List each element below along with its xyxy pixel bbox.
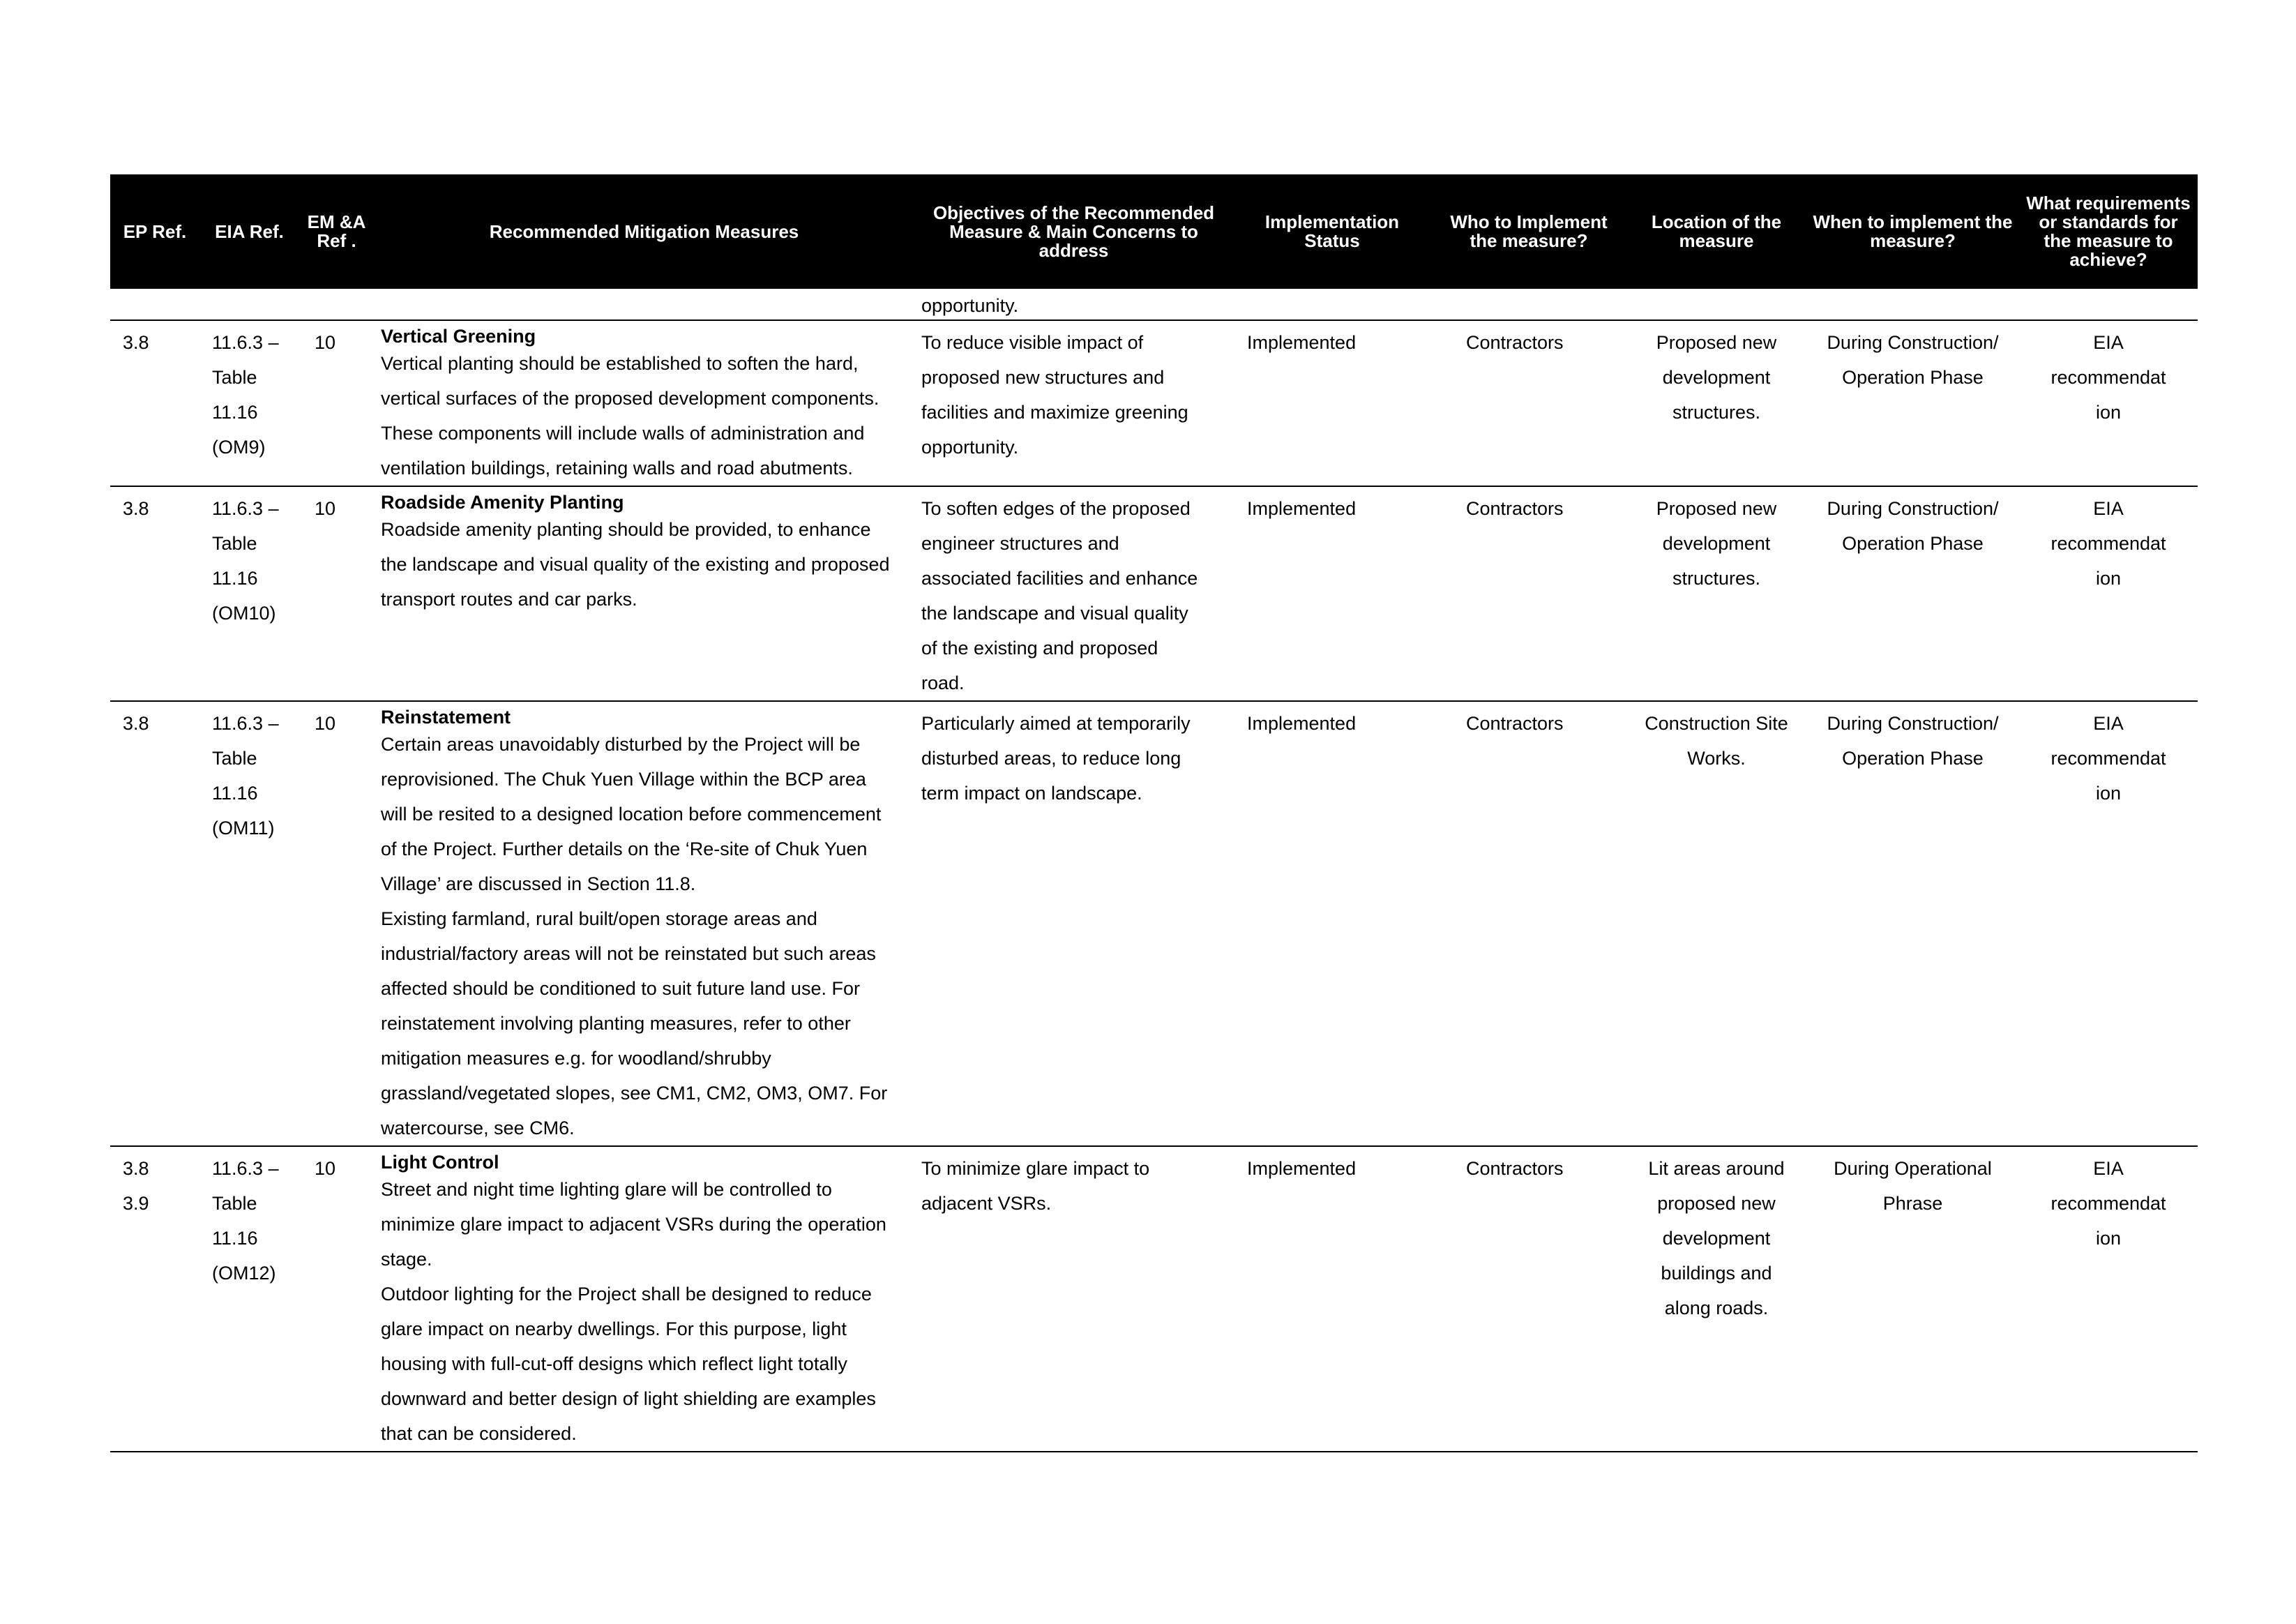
measure-title: Reinstatement bbox=[381, 707, 511, 728]
cell-eia-ref: 11.6.3 – Table 11.16 (OM12) bbox=[199, 1146, 299, 1452]
header-eia-ref: EIA Ref. bbox=[199, 174, 299, 289]
table-row bbox=[110, 486, 2198, 701]
cell-ep-ref: 3.8 3.9 bbox=[110, 1146, 199, 1452]
header-requirements: What requirements or standards for the measure to achieve? bbox=[2019, 174, 2198, 289]
cell-ep-ref: 3.8 bbox=[110, 701, 199, 1146]
cell-objective: opportunity. bbox=[914, 289, 1233, 320]
cell-status: Implemented bbox=[1233, 486, 1431, 701]
table-row bbox=[110, 320, 2198, 486]
cell-measure bbox=[374, 701, 914, 1146]
table-body bbox=[110, 289, 2198, 1452]
cell-requirement: EIA recommendat ion bbox=[2019, 320, 2198, 486]
cell-empty bbox=[1626, 289, 1806, 320]
cell-ep-ref: 3.8 bbox=[110, 320, 199, 486]
cell-status: Implemented bbox=[1233, 320, 1431, 486]
cell-location: Proposed new development structures. bbox=[1626, 486, 1806, 701]
cell-ema-ref: 10 bbox=[299, 701, 374, 1146]
cell-eia-ref: 11.6.3 – Table 11.16 (OM11) bbox=[199, 701, 299, 1146]
cell-objective: To minimize glare impact to adjacent VSRs. bbox=[914, 1146, 1233, 1452]
cell-requirement: EIA recommendat ion bbox=[2019, 486, 2198, 701]
mitigation-measures-table bbox=[110, 174, 2198, 1452]
measure-text: Certain areas unavoidably disturbed by the Project will be reprovisioned. The Chuk Yuen Village within the BCP area will be resited to a designed location before commencement of the Project. Further details on the ‘Re-site of Chuk Yuen Village’ are discussed in Section 11.8. Existing farmland, rural built/open storage areas and industrial/factory areas will not be reinstated but such areas affected should be conditioned to suit future land use. For reinstatement involving planting measures, refer to other mitigation measures e.g. for woodland/shrubby grassland/vegetated slopes, see CM1, CM2, OM3, OM7. For watercourse, see CM6. bbox=[381, 734, 888, 1138]
cell-location: Construction Site Works. bbox=[1626, 701, 1806, 1146]
header-implementation-status: Implementation Status bbox=[1233, 174, 1431, 289]
header-recommended-measures: Recommended Mitigation Measures bbox=[374, 174, 914, 289]
cell-empty bbox=[1806, 289, 2019, 320]
mitigation-measures-table-container bbox=[110, 174, 2198, 1452]
cell-when: During Operational Phrase bbox=[1806, 1146, 2019, 1452]
header-when-to-implement: When to implement the measure? bbox=[1806, 174, 2019, 289]
cell-ema-ref: 10 bbox=[299, 1146, 374, 1452]
cell-empty bbox=[1431, 289, 1626, 320]
header-who-to-implement: Who to Implement the measure? bbox=[1431, 174, 1626, 289]
cell-ema-ref: 10 bbox=[299, 320, 374, 486]
cell-empty bbox=[2019, 289, 2198, 320]
cell-when: During Construction/ Operation Phase bbox=[1806, 486, 2019, 701]
header-ep-ref: EP Ref. bbox=[110, 174, 199, 289]
cell-location: Proposed new development structures. bbox=[1626, 320, 1806, 486]
measure-title: Roadside Amenity Planting bbox=[381, 492, 624, 513]
header-objectives: Objectives of the Recommended Measure & Main Concerns to address bbox=[914, 174, 1233, 289]
measure-text: Roadside amenity planting should be provided, to enhance the landscape and visual quality of the existing and proposed transport routes and car parks. bbox=[381, 519, 890, 610]
cell-empty bbox=[374, 289, 914, 320]
table-header bbox=[110, 174, 2198, 289]
table-row-continuation bbox=[110, 289, 2198, 320]
cell-empty bbox=[199, 289, 299, 320]
table-row bbox=[110, 701, 2198, 1146]
cell-who: Contractors bbox=[1431, 701, 1626, 1146]
measure-text: Vertical planting should be established to soften the hard, vertical surfaces of the proposed development components. These components will include walls of administration and ventilation buildings, retaining walls and road abutments. bbox=[381, 353, 879, 479]
cell-objective: Particularly aimed at temporarily disturbed areas, to reduce long term impact on landscape. bbox=[914, 701, 1233, 1146]
cell-empty bbox=[1233, 289, 1431, 320]
cell-eia-ref: 11.6.3 – Table 11.16 (OM10) bbox=[199, 486, 299, 701]
cell-empty bbox=[299, 289, 374, 320]
header-row bbox=[110, 174, 2198, 289]
cell-when: During Construction/ Operation Phase bbox=[1806, 701, 2019, 1146]
cell-when: During Construction/ Operation Phase bbox=[1806, 320, 2019, 486]
cell-ema-ref: 10 bbox=[299, 486, 374, 701]
cell-who: Contractors bbox=[1431, 486, 1626, 701]
cell-requirement: EIA recommendat ion bbox=[2019, 701, 2198, 1146]
cell-status: Implemented bbox=[1233, 701, 1431, 1146]
measure-title: Light Control bbox=[381, 1152, 499, 1173]
cell-empty bbox=[110, 289, 199, 320]
cell-status: Implemented bbox=[1233, 1146, 1431, 1452]
measure-text: Street and night time lighting glare will be controlled to minimize glare impact to adjacent VSRs during the operation stage. Outdoor lighting for the Project shall be designed to reduce glare impact on nearby dwellings. For this purpose, light housing with full-cut-off designs which reflect light totally downward and better design of light shielding are examples that can be considered. bbox=[381, 1179, 886, 1444]
cell-measure bbox=[374, 486, 914, 701]
cell-ep-ref: 3.8 bbox=[110, 486, 199, 701]
measure-title: Vertical Greening bbox=[381, 326, 536, 347]
cell-who: Contractors bbox=[1431, 1146, 1626, 1452]
cell-eia-ref: 11.6.3 – Table 11.16 (OM9) bbox=[199, 320, 299, 486]
table-row bbox=[110, 1146, 2198, 1452]
cell-location: Lit areas around proposed new development buildings and along roads. bbox=[1626, 1146, 1806, 1452]
cell-who: Contractors bbox=[1431, 320, 1626, 486]
cell-measure bbox=[374, 320, 914, 486]
cell-measure bbox=[374, 1146, 914, 1452]
header-location: Location of the measure bbox=[1626, 174, 1806, 289]
cell-objective: To soften edges of the proposed engineer structures and associated facilities and enhance the landscape and visual quality of the existing and proposed road. bbox=[914, 486, 1233, 701]
cell-requirement: EIA recommendat ion bbox=[2019, 1146, 2198, 1452]
header-ema-ref: EM &A Ref . bbox=[299, 174, 374, 289]
cell-objective: To reduce visible impact of proposed new structures and facilities and maximize greening opportunity. bbox=[914, 320, 1233, 486]
